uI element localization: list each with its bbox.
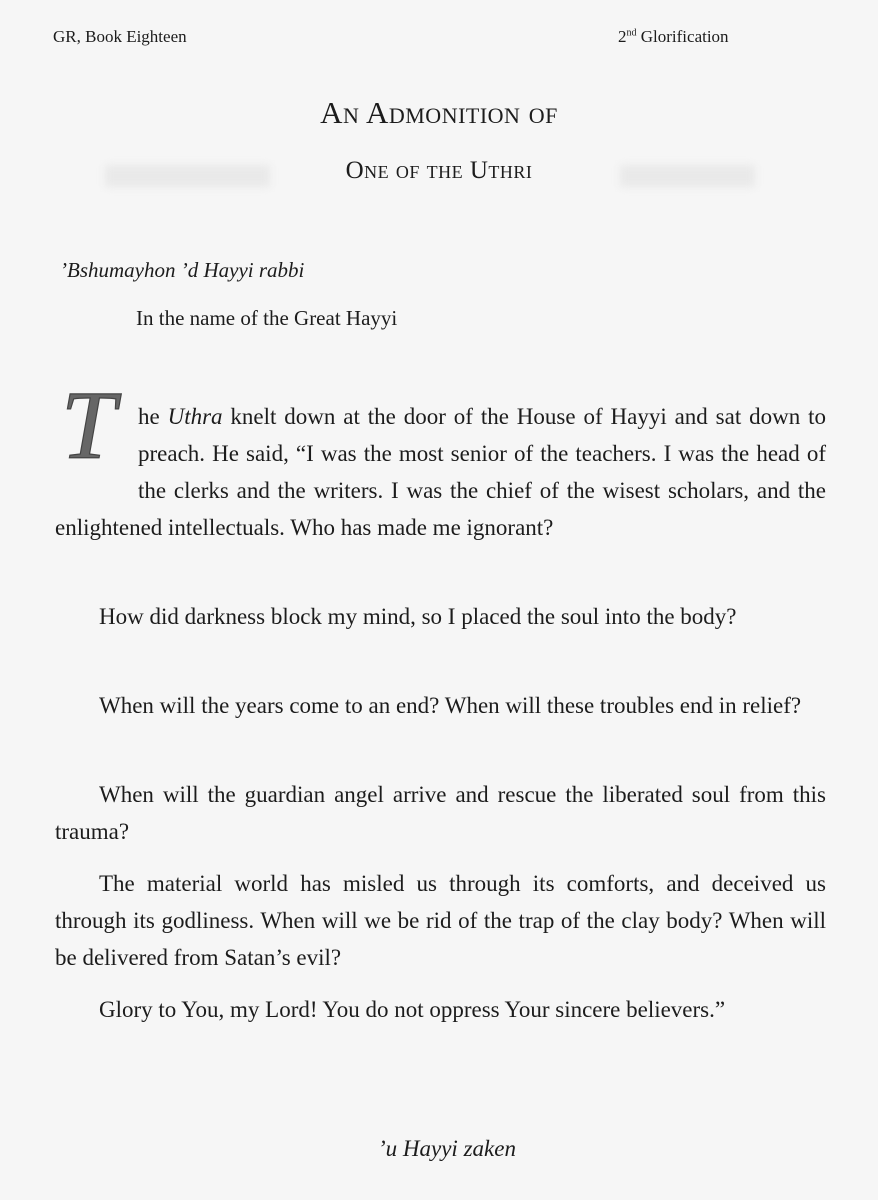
header-section-name: Glorification — [636, 27, 729, 46]
paragraph-6: Glory to You, my Lord! You do not oppress Your sincere believers.” — [99, 997, 726, 1022]
running-header-right — [618, 27, 729, 47]
chapter-title-line-1: An Admonition of — [320, 95, 558, 130]
drop-cap-spacer — [55, 398, 138, 509]
paragraph-4: When will the guardian angel arrive and rescue the liberated soul from this trauma? — [55, 782, 826, 844]
paragraph-1-rest: knelt down at the door of the House of Hayyi and sat down to preach. He said, “I was the most senior of the teachers. I was the head of the clerks and the writers. I was the chief of the wisest scholars, and the enlightened intellectuals. Who has made me ignorant? — [55, 404, 826, 540]
paragraph-5: The material world has misled us through its comforts, and deceived us through its godliness. When will we be rid of the trap of the clay body? When will be delivered from Satan’s evil? — [55, 871, 826, 970]
drop-cap-glyph: T — [61, 378, 116, 468]
paragraph-2: How did darkness block my mind, so I placed the soul into the body? — [99, 604, 737, 629]
header-number: 2 — [618, 27, 627, 46]
chapter-title-line-2: One of the Uthri — [345, 157, 533, 184]
paragraph-1-start: he — [138, 404, 168, 429]
invocation-mandaic: ’Bshumayhon ’d Hayyi rabbi — [60, 258, 305, 282]
paragraph-1 — [55, 398, 826, 546]
header-ordinal-suffix: nd — [626, 27, 637, 39]
invocation-translation: In the name of the Great Hayyi — [136, 306, 398, 330]
closing-formula: ’u Hayyi zaken — [378, 1136, 516, 1161]
paragraph-3: When will the years come to an end? When will these troubles end in relief? — [99, 693, 802, 718]
paragraph-1-italic-term: Uthra — [167, 404, 223, 429]
running-header-left: GR, Book Eighteen — [53, 27, 187, 46]
